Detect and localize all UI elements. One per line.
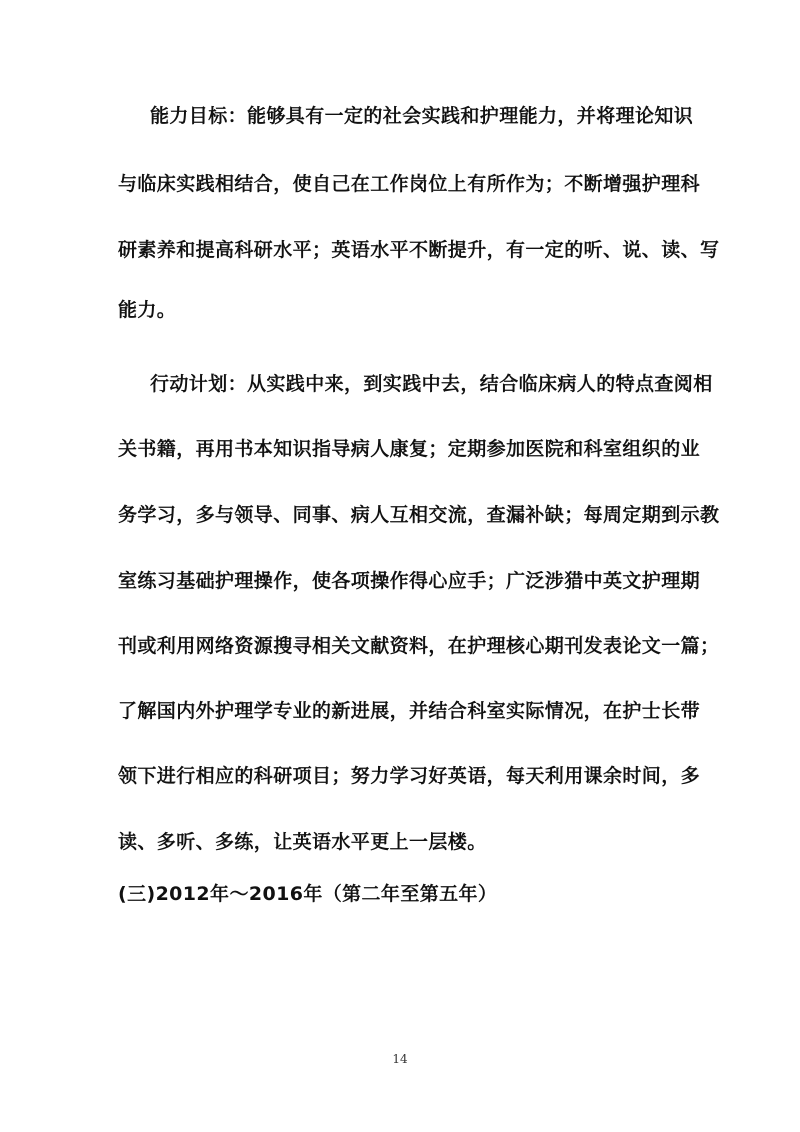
text-line: 务学习，多与领导、同事、病人互相交流，查漏补缺；每周定期到示教 bbox=[118, 504, 720, 526]
text-line: 行动计划：从实践中来，到实践中去，结合临床病人的特点查阅相 bbox=[150, 373, 713, 395]
text-line: 能力。 bbox=[118, 299, 177, 321]
text-line: 领下进行相应的科研项目；努力学习好英语，每天利用课余时间，多 bbox=[118, 765, 701, 787]
text-line: 室练习基础护理操作，使各项操作得心应手；广泛涉猎中英文护理期 bbox=[118, 570, 701, 592]
text-line: 刊或利用网络资源搜寻相关文献资料，在护理核心期刊发表论文一篇； bbox=[118, 635, 720, 657]
section-heading: (三)2012年～2016年（第二年至第五年） bbox=[118, 883, 498, 905]
text-line: 能力目标：能够具有一定的社会实践和护理能力，并将理论知识 bbox=[150, 105, 694, 127]
text-line: 关书籍，再用书本知识指导病人康复；定期参加医院和科室组织的业 bbox=[118, 438, 701, 460]
page-number: 14 bbox=[392, 1052, 408, 1066]
text-line: 了解国内外护理学专业的新进展，并结合科室实际情况，在护士长带 bbox=[118, 700, 701, 722]
text-line: 与临床实践相结合，使自己在工作岗位上有所作为；不断增强护理科 bbox=[118, 173, 701, 195]
text-line: 研素养和提高科研水平；英语水平不断提升，有一定的听、说、读、写 bbox=[118, 239, 720, 261]
text-line: 读、多听、多练，让英语水平更上一层楼。 bbox=[118, 831, 487, 853]
